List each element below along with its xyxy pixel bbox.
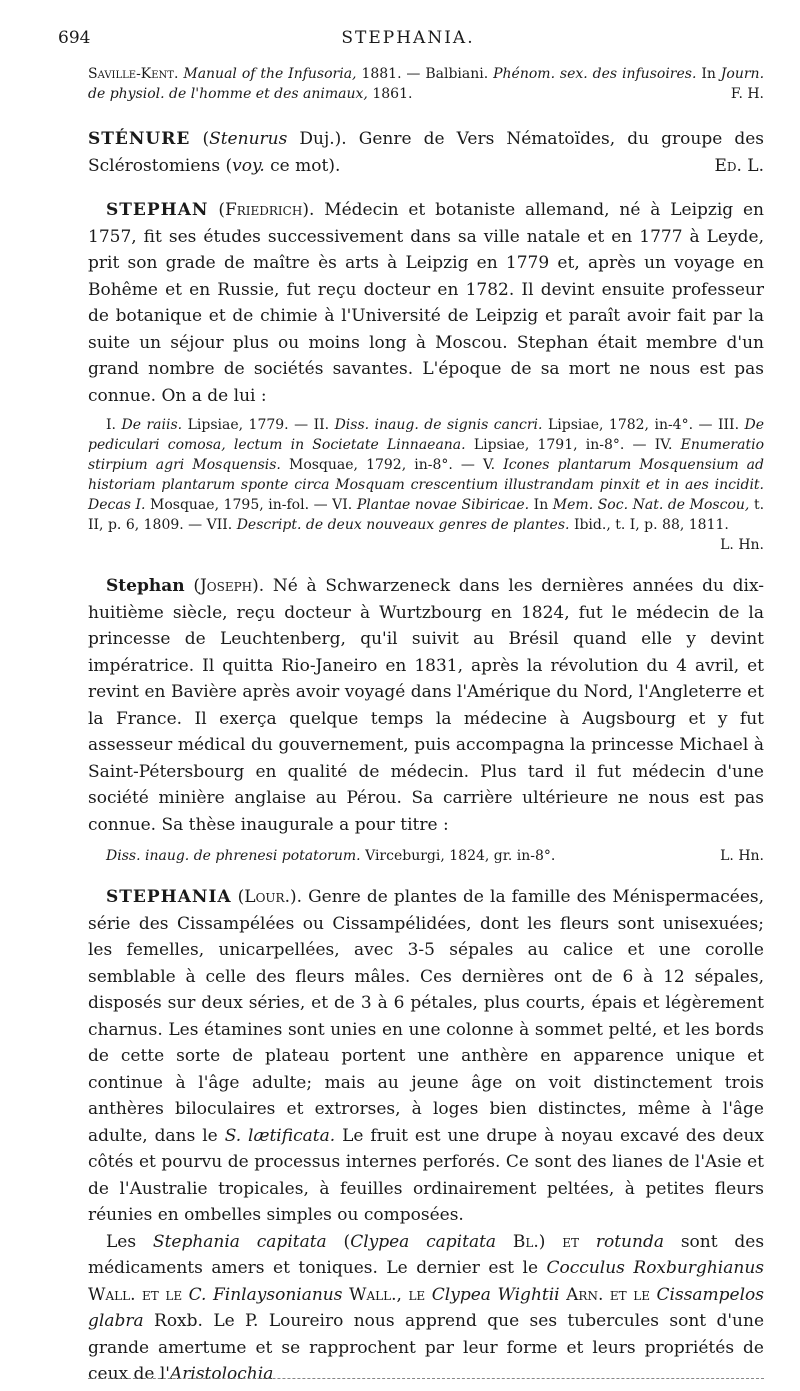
saville-reference	[88, 64, 764, 104]
scientific-name: Stenurus	[209, 129, 288, 149]
biblio-text: t. II, p. 6, 1809. — VII.	[88, 497, 765, 533]
entry-text: Duj.). Genre de Vers Nématoïdes, du groupe des Sclérostomiens (	[88, 129, 765, 176]
entry-text: Les	[106, 1231, 137, 1252]
running-title: STEPHANIA.	[341, 28, 475, 48]
entry-body	[88, 573, 764, 838]
entry-text: Genre de plantes de la famille des Ménispermacées, série des Cissampélées ou Cissampélidées, dont les fleurs sont unisexuées; les femelles, unicarpellées, avec 3-5 sépales au calice et une corolle semblable à celle des fleurs mâles. Ces dernières ont de 6 à 12 sépales, disposés sur deux séries, et de 3 à 6 pétales, plus courts, épais et légèrement charnus. Les étamines sont unies en une colonne à sommet pelté, et les bords de cette sorte de plateau portent une anthère en apparence unique et continue à l'âge adulte; mais au jeune âge on voit distinctement trois anthères biloculaires et extrorses, à loges bien distinctes, même à l'âge adulte, dans le	[88, 887, 765, 1146]
bibliography	[88, 846, 764, 866]
entry-text: Médecin et botaniste allemand, né à Leipzig en 1757, fit ses études successivement dans sa ville natale et en 1777 à Leyde, prit son grade de maître ès arts à Leipzig en 1779 et, après un voyage en Bohême et en Russie, fut reçu docteur en 1782. Il devint ensuite professeur de botanique et de chimie à l'Université de Leipzig et paraît avoir fait par la suite un séjour plus ou moins long à Moscou. Stephan était membre d'un grand nombre de sociétés savantes. L'époque de sa mort ne nous est pas connue. On a de lui :	[88, 200, 765, 406]
biblio-text: Ibid., t. I, p. 88, 1811.	[573, 517, 729, 533]
species-name: S. lætificata.	[224, 1125, 336, 1146]
page-number: 694	[58, 28, 91, 48]
ref-author: Saville-Kent.	[88, 66, 179, 82]
biblio-title: Plantae novae Sibiricae.	[356, 497, 530, 513]
species-name: Cissampelos glabra	[88, 1284, 765, 1331]
entry-text: Wall. et le	[88, 1284, 183, 1305]
biblio-title: Mem. Soc. Nat. de Moscou,	[552, 497, 750, 513]
species-name: Clypea capitata	[350, 1231, 497, 1252]
entry-text: Né à Schwarzeneck dans les dernières années du dix-huitième siècle, reçu docteur à Wurtzbourg en 1824, fut le médecin de la princesse de Leuchtenberg, qu'il suivit au Brésil quand elle y devint impératrice. Il quitta Rio-Janeiro en 1831, après la révolution du 4 avril, et revint en Bavière après avoir voyagé dans l'Amérique du Nord, l'Angleterre et la France. Il exerça quelque temps la médecine à Augsbourg et y fut assesseur médical du gouvernement, puis accompagna la princesse Michael à Saint-Pétersbourg en qualité de médecin. Plus tard il fut médecin d'une société minière anglaise au Pérou. Sa carrière ultérieure ne nous est pas connue. Sa thèse inaugurale a pour titre :	[88, 576, 764, 835]
biblio-title: De raiis.	[121, 417, 183, 433]
biblio-text: Lipsiae, 1791, in-8°. — IV.	[473, 437, 673, 453]
entry-text: (	[343, 1231, 351, 1252]
entry-text: Wall., le	[349, 1284, 426, 1305]
biblio-text: Lipsiae, 1782, in-4°. — III.	[547, 417, 740, 433]
headword: Stephan	[106, 576, 185, 596]
ref-text: 1861.	[372, 86, 413, 102]
biblio-title: De pediculari comosa, lectum in Societate Linnaeana.	[88, 417, 765, 453]
signature: F. H.	[730, 86, 764, 102]
entry-text: (	[202, 129, 210, 149]
entry-body	[88, 884, 764, 1229]
biblio-text: Mosquae, 1795, in-fol. — VI.	[150, 497, 353, 513]
species-name: rotunda	[595, 1231, 664, 1252]
ref-title: Manual of the Infusoria,	[183, 66, 357, 82]
footer-divider	[88, 1378, 764, 1379]
entry-stephania	[88, 884, 764, 1388]
biblio-text: Virceburgi, 1824, gr. in-8°.	[365, 848, 556, 864]
author: (Lour.).	[237, 887, 303, 907]
ref-text: In	[701, 66, 716, 82]
signature: L. Hn.	[720, 537, 764, 553]
biblio-title: Icones plantarum Mosquensium ad historiam plantarum sponte circa Mosquam crescentium illustrandam pinxit et in aes incidit. Decas I.	[88, 457, 764, 513]
species-name: Clypea Wightii	[431, 1284, 560, 1305]
species-name: C. Finlaysonianus	[188, 1284, 343, 1305]
signature: L. Hn.	[720, 848, 764, 864]
headword: STÉNURE	[88, 129, 191, 149]
entry-paragraph	[88, 1229, 764, 1388]
biblio-title: Diss. inaug. de phrenesi potatorum.	[106, 848, 361, 864]
ref-title: Journ. de physiol. de l'homme et des animaux,	[88, 66, 765, 102]
entry-text: Bl.) et	[512, 1231, 580, 1252]
biblio-title: Diss. inaug. de signis cancri.	[334, 417, 543, 433]
species-name: Stephania capitata	[152, 1231, 327, 1252]
page-header	[58, 28, 758, 50]
bibliography	[88, 415, 764, 555]
entry-stephan-joseph	[88, 573, 764, 866]
biblio-text: In	[533, 497, 549, 513]
headword: STEPHANIA	[106, 887, 232, 907]
headword: STEPHAN	[106, 200, 209, 220]
entry-text: Roxb. Le P. Loureiro nous apprend que ses tubercules sont d'une grande amertume et se rapprochent par leur forme et leurs propriétés de ceux de l'	[88, 1311, 765, 1384]
ref-text: 1881. — Balbiani.	[361, 66, 489, 82]
biblio-title: Enumeratio stirpium agri Mosquensis.	[88, 437, 764, 473]
biblio-text: I.	[106, 417, 116, 433]
firstname: (Friedrich).	[218, 200, 315, 220]
firstname: (Joseph).	[193, 576, 265, 596]
entry-stephan-friedrich	[88, 197, 764, 555]
entry-text: voy.	[232, 155, 265, 176]
ref-title: Phénom. sex. des infusoires.	[493, 66, 697, 82]
entry-stenure	[88, 126, 764, 179]
species-name: Cocculus Roxburghianus	[546, 1258, 765, 1278]
signature: Ed. L.	[714, 155, 764, 176]
biblio-text: Lipsiae, 1779. — II.	[187, 417, 330, 433]
entry-text: Le fruit est une drupe à noyau excavé des deux côtés et pourvu de processus internes perforés. Ce sont des lianes de l'Asie et de l'Australie tropicales, à feuilles ordinairement peltées, à petites fleurs réunies en ombelles simples ou composées.	[88, 1125, 765, 1225]
entry-text: sont des médicaments amers et toniques. Le dernier est le	[88, 1231, 765, 1278]
species-name: Aristolochia	[169, 1364, 274, 1384]
entry-body	[88, 197, 764, 409]
biblio-text: Mosquae, 1792, in-8°. — V.	[288, 457, 496, 473]
page-content	[88, 64, 764, 1388]
entry-text: ce mot).	[270, 155, 341, 176]
entry-text: Arn. et le	[566, 1284, 650, 1305]
biblio-title: Descript. de deux nouveaux genres de plantes.	[236, 517, 570, 533]
